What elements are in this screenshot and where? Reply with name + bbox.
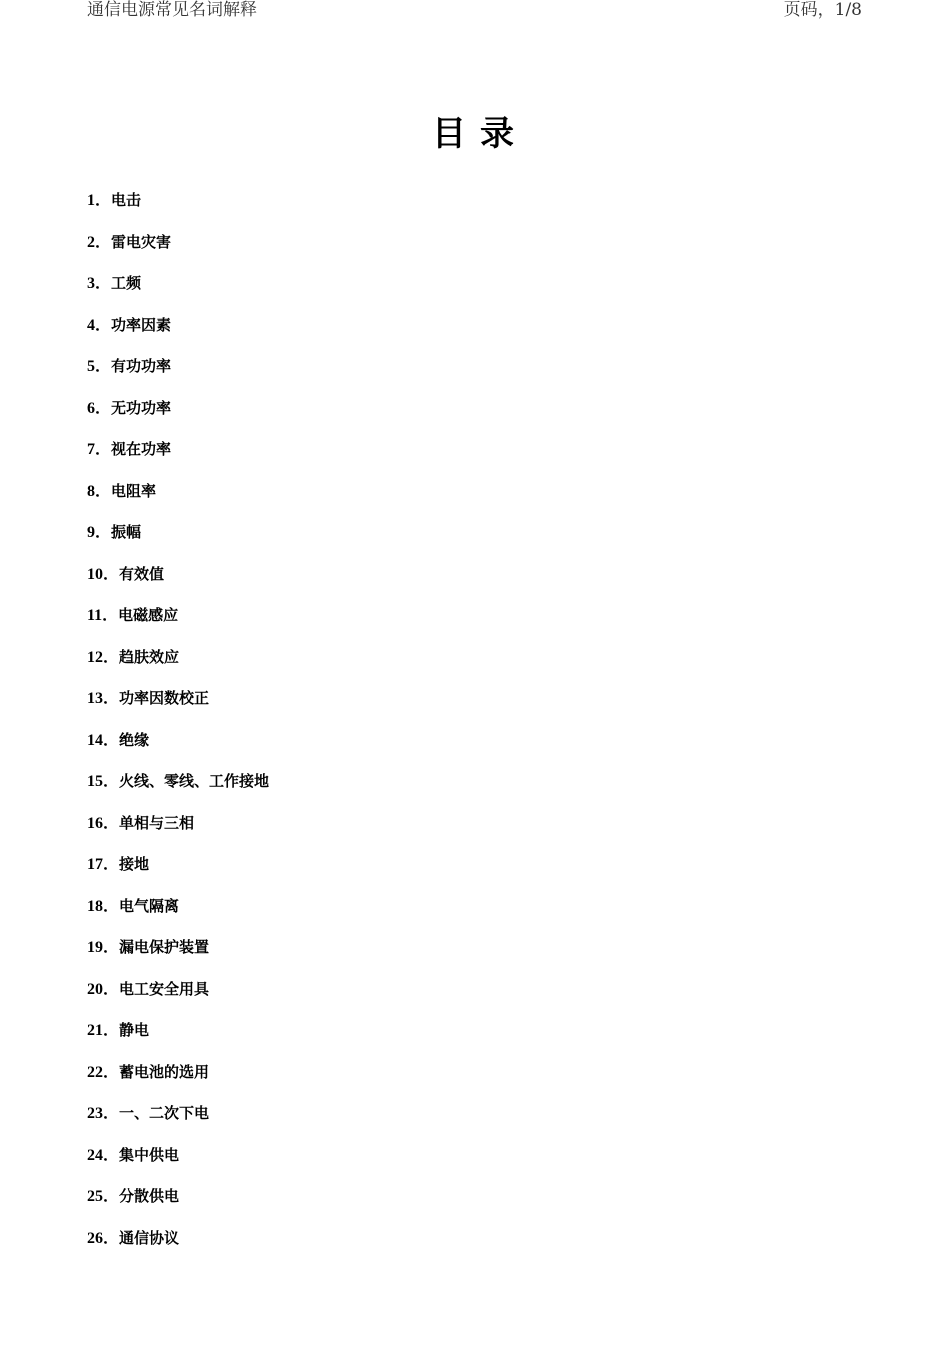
- toc-item[interactable]: [87, 933, 269, 975]
- toc-item-label: 电阻率: [111, 481, 157, 500]
- toc-item-label: 一、二次下电: [119, 1104, 210, 1122]
- toc-item[interactable]: [87, 435, 269, 477]
- toc-item-label: 功率因素: [111, 315, 172, 334]
- toc-item-label: 工频: [111, 274, 142, 292]
- toc-item-label: 趋肤效应: [119, 647, 180, 666]
- toc-item-number: 1．: [87, 192, 112, 209]
- toc-item-number: 11．: [87, 607, 119, 624]
- toc-item-number: 3．: [87, 275, 112, 292]
- toc-item-number: 24．: [87, 1146, 120, 1164]
- toc-item[interactable]: [87, 518, 269, 560]
- toc-item[interactable]: [87, 311, 269, 353]
- toc-item-number: 13．: [87, 690, 120, 707]
- toc-item[interactable]: [87, 809, 269, 851]
- toc-item-number: 15．: [87, 773, 120, 790]
- toc-item-number: 2．: [87, 233, 112, 251]
- toc-item-number: 16．: [87, 814, 120, 832]
- toc-item-label: 振幅: [111, 523, 142, 541]
- toc-item-label: 分散供电: [119, 1187, 180, 1205]
- toc-item-number: 9．: [87, 524, 112, 541]
- toc-item-number: 7．: [87, 441, 112, 458]
- toc-item-number: 8．: [87, 482, 112, 500]
- toc-item-number: 23．: [87, 1105, 120, 1122]
- toc-item[interactable]: [87, 477, 269, 519]
- toc-item-label: 雷电灾害: [111, 232, 172, 251]
- toc-item-label: 蓄电池的选用: [119, 1062, 210, 1081]
- toc-item-label: 无功功率: [111, 398, 172, 417]
- page-title: 目录: [432, 114, 528, 154]
- toc-item-label: 有效值: [119, 564, 165, 583]
- toc-item-number: 21．: [87, 1022, 120, 1039]
- toc-item-number: 20．: [87, 980, 120, 998]
- toc-item-label: 漏电保护装置: [119, 938, 210, 956]
- toc-item-label: 接地: [119, 855, 150, 873]
- toc-item[interactable]: [87, 1224, 269, 1266]
- toc-item[interactable]: [87, 228, 269, 270]
- toc-item-number: 19．: [87, 939, 120, 956]
- toc-item-number: 5．: [87, 358, 112, 375]
- toc-item-number: 25．: [87, 1188, 120, 1205]
- toc-item-label: 电气隔离: [119, 896, 180, 915]
- toc-item-label: 电击: [111, 191, 142, 209]
- toc-item[interactable]: [87, 1182, 269, 1224]
- toc-item[interactable]: [87, 352, 269, 394]
- toc-item-label: 有功功率: [111, 357, 172, 375]
- toc-item-label: 视在功率: [111, 440, 172, 458]
- toc-item[interactable]: [87, 1141, 269, 1183]
- toc-item-number: 22．: [87, 1063, 120, 1081]
- toc-item-number: 14．: [87, 731, 120, 749]
- toc-item-label: 单相与三相: [119, 813, 195, 832]
- toc-item-number: 4．: [87, 316, 112, 334]
- toc-item[interactable]: [87, 1099, 269, 1141]
- toc-item[interactable]: [87, 975, 269, 1017]
- toc-item[interactable]: [87, 726, 269, 768]
- toc-item-label: 绝缘: [119, 730, 150, 749]
- toc-item-number: 12．: [87, 648, 120, 666]
- toc-item-number: 26．: [87, 1229, 120, 1247]
- toc-item[interactable]: [87, 186, 269, 228]
- toc-item-label: 集中供电: [119, 1145, 180, 1164]
- toc-item[interactable]: [87, 684, 269, 726]
- toc-item[interactable]: [87, 850, 269, 892]
- toc-item[interactable]: [87, 892, 269, 934]
- toc-item[interactable]: [87, 269, 269, 311]
- document-name: 通信电源常见名词解释: [87, 0, 257, 20]
- toc-item-label: 功率因数校正: [119, 689, 210, 707]
- toc-item[interactable]: [87, 767, 269, 809]
- toc-item[interactable]: [87, 394, 269, 436]
- toc-item[interactable]: [87, 643, 269, 685]
- toc-item-number: 6．: [87, 399, 112, 417]
- toc-item-label: 静电: [119, 1021, 150, 1039]
- page-header: [87, 0, 862, 22]
- toc-item-label: 电工安全用具: [119, 979, 210, 998]
- toc-item[interactable]: [87, 601, 269, 643]
- toc-item[interactable]: [87, 560, 269, 602]
- toc-item[interactable]: [87, 1058, 269, 1100]
- toc-item[interactable]: [87, 1016, 269, 1058]
- page-number: 页码，1/8: [783, 0, 862, 20]
- toc-item-number: 18．: [87, 897, 120, 915]
- toc-item-label: 通信协议: [119, 1228, 180, 1247]
- toc-item-label: 火线、零线、工作接地: [119, 772, 270, 790]
- toc-item-number: 17．: [87, 856, 120, 873]
- table-of-contents: [87, 186, 269, 1265]
- toc-item-label: 电磁感应: [118, 606, 179, 624]
- toc-item-number: 10．: [87, 565, 120, 583]
